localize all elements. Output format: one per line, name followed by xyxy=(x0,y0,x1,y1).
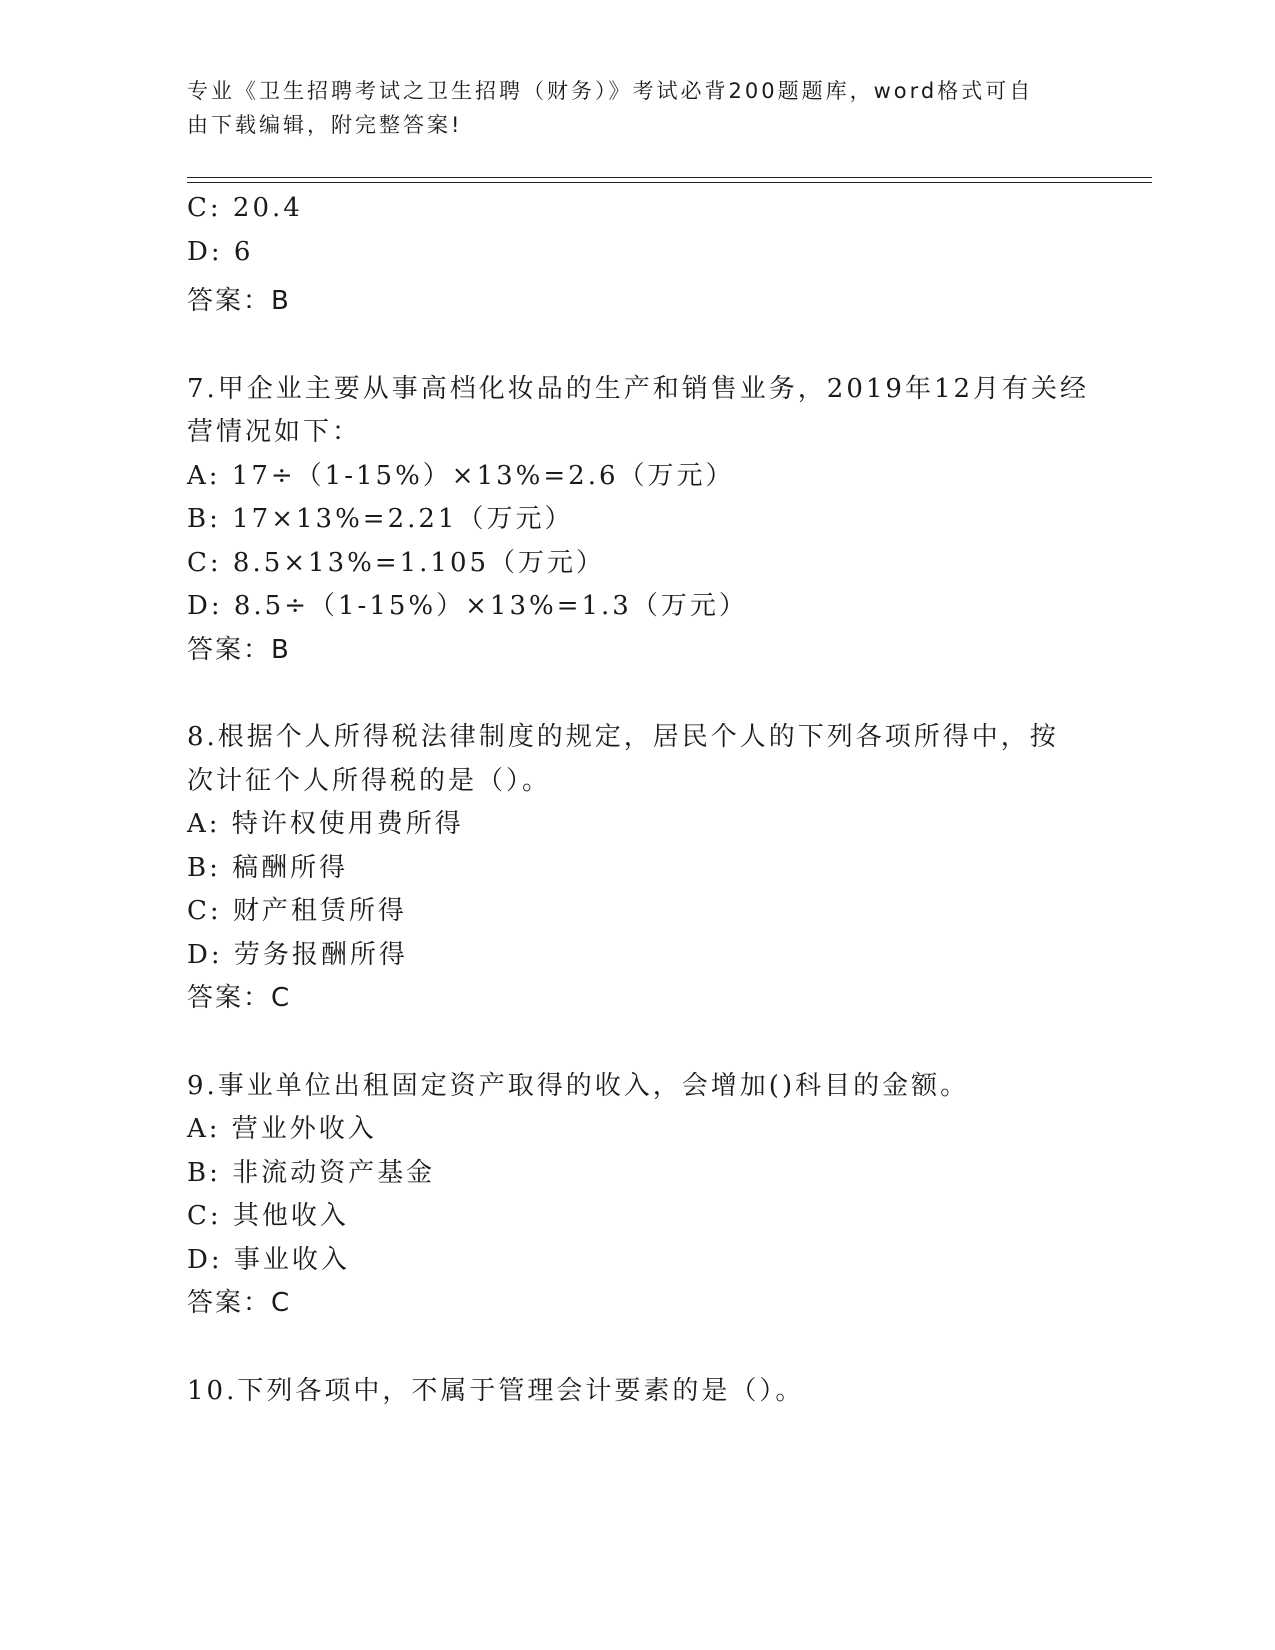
q7-option-c: C: 8.5×13%=1.105（万元） xyxy=(187,548,606,578)
q8-option-b: B: 稿酬所得 xyxy=(187,853,349,883)
q7-option-a: A: 17÷（1-15%）×13%=2.6（万元） xyxy=(187,461,735,491)
q9-option-c: C: 其他收入 xyxy=(187,1201,349,1231)
q8-stem-line-1: 8.根据个人所得税法律制度的规定，居民个人的下列各项所得中，按 xyxy=(187,722,1059,752)
header-line-2: 由下载编辑，附完整答案! xyxy=(187,113,463,137)
q9-answer: 答案：C xyxy=(187,1288,292,1318)
q8-answer: 答案：C xyxy=(187,983,292,1013)
q8-option-c: C: 财产租赁所得 xyxy=(187,896,407,926)
header-line-1: 专业《卫生招聘考试之卫生招聘（财务）》考试必背200题题库，word格式可自 xyxy=(187,79,1034,103)
q7-stem-line-2: 营情况如下： xyxy=(187,417,362,447)
q10-stem-line-1: 10.下列各项中，不属于管理会计要素的是（）。 xyxy=(187,1376,805,1406)
document-header xyxy=(187,74,1087,142)
q9-option-d: D: 事业收入 xyxy=(187,1245,350,1275)
header-divider-top xyxy=(187,177,1152,178)
q6-option-d: D: 6 xyxy=(187,237,254,267)
q7-option-b: B: 17×13%=2.21（万元） xyxy=(187,504,574,534)
q8-option-d: D: 劳务报酬所得 xyxy=(187,940,408,970)
q7-option-d: D: 8.5÷（1-15%）×13%=1.3（万元） xyxy=(187,591,748,621)
q9-option-b: B: 非流动资产基金 xyxy=(187,1158,436,1188)
q8-stem-line-2: 次计征个人所得税的是（）。 xyxy=(187,766,552,796)
q7-answer: 答案：B xyxy=(187,635,291,665)
q9-stem-line-1: 9.事业单位出租固定资产取得的收入，会增加()科目的金额。 xyxy=(187,1071,970,1101)
header-divider-bottom xyxy=(187,182,1152,183)
q9-option-a: A: 营业外收入 xyxy=(187,1114,377,1144)
q6-answer: 答案：B xyxy=(187,286,291,316)
q6-option-c: C: 20.4 xyxy=(187,193,303,223)
q7-stem-line-1: 7.甲企业主要从事高档化妆品的生产和销售业务，2019年12月有关经 xyxy=(187,374,1090,404)
q8-option-a: A: 特许权使用费所得 xyxy=(187,809,464,839)
